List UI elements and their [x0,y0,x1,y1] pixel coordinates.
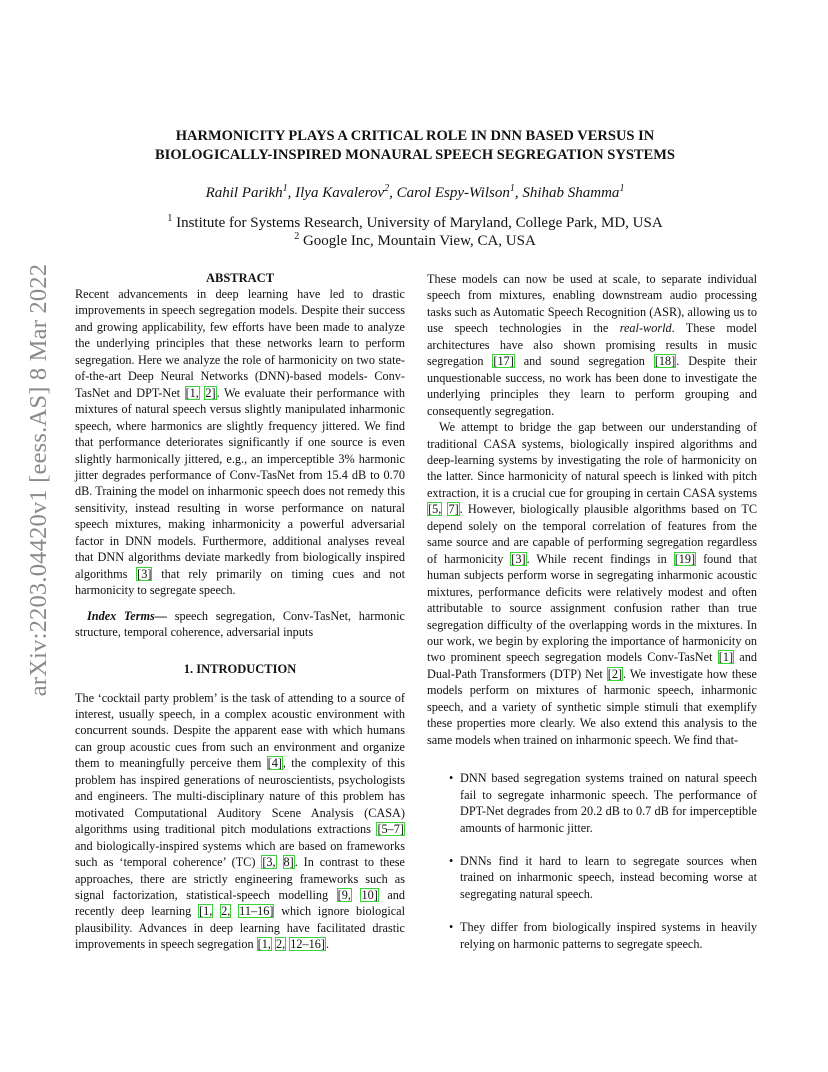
findings-list-item [427,853,757,902]
arxiv-identifier [18,263,60,697]
body-text: Recent advancements in deep learning have led to drastic improvements in speech segregation models. Despite their success and growing applicability, few efforts have been made to analyze the underlying principles that these networks learn to perform segregation. Here we analyze the role of harmonicity on two state-of-the-art Deep Neural Networks (DNN)-based models- Conv-TasNet and DPT-Net [75,287,405,400]
index-terms-text: speech segregation, Conv-TasNet, harmonic structure, temporal coherence, adversarial inputs [75,608,405,640]
body-text: . We evaluate their performance with mixtures of natural speech versus slightly manipulated inharmonic speech, where harmonics are slightly frequency jittered. We find that performance deteriorates significantly if one source is even slightly harmonically jittered, e.g., an imperceptible 3% harmonic jitter degrades performance of Conv-TasNet from 15.4 dB to 0.70 dB. Training the model on inharmonic speech does not remedy this sensitivity, instead resulting in worse performance on natural speech mixtures, making inharmonicity a powerful adversarial factor in DNN models. Furthermore, additional analyses reveal that DNN algorithms deviate markedly from biologically inspired algorithms [75,385,405,581]
body-text: and Dual-Path Transformers (DTP) Net [427,650,757,681]
affiliation-text: Institute for Systems Research, University of Maryland, College Park, MD, USA [176,215,663,231]
affiliation-line [100,214,730,232]
body-text: We attempt to bridge the gap between our understanding of traditional CASA systems, biologically inspired algorithms and deep-learning systems by investigating the role of harmonicity on the latter. Since harmonicity of natural speech is linked with pitch extraction, it is a crucial cue for grouping in certain CASA systems [427,420,757,500]
citation-link[interactable]: 2, [276,937,286,952]
citation-link[interactable]: [1, [185,385,199,400]
affiliation-text: Google Inc, Mountain View, CA, USA [302,233,536,249]
citation-link[interactable]: [2] [607,666,623,681]
citation-link[interactable]: [17] [493,354,514,369]
findings-text: DNN based segregation systems trained on natural speech fail to segregate inharmonic speech. The performance of DPT-Net degrades from 20.2 dB to 0.7 dB for imperceptible amounts of harmonic jitter. [460,771,757,835]
intro-paragraph [427,419,757,748]
citation-link[interactable]: 2] [205,385,216,400]
right-column [427,271,757,969]
body-text: and biologically-inspired systems which are based on frameworks such as ‘temporal coherence’ (TC) [75,838,405,870]
body-text: that rely primarily on timing cues and not harmonicity to segregate speech. [75,566,405,598]
bullet-marker: • [449,853,454,868]
author-name: Carol Espy-Wilson [396,185,510,201]
author-affiliation-mark: 1 [619,183,625,194]
introduction-heading: 1. INTRODUCTION [183,661,297,676]
body-text [277,855,283,869]
citation-link[interactable]: [18] [654,354,676,369]
author-affiliation-mark: 1 [509,183,515,194]
citation-link[interactable]: [1, [199,904,213,919]
body-text: . While recent findings in [526,551,674,566]
body-text: . These model architectures have also shown promising results in music segregation [427,321,757,369]
abstract-body [75,286,405,599]
body-text: and sound segregation [514,354,654,369]
citation-link[interactable]: 2, [221,904,231,919]
abstract-heading: ABSTRACT [205,271,275,285]
citation-link[interactable]: [3, [262,855,276,870]
body-text: These models can now be used at scale, to separate individual speech from mixtures, enabling downstream audio processing tasks such as Automatic Speech Recognition (ASR), allowing us to use speech technologies in the [427,272,757,336]
findings-list [427,770,757,952]
findings-list-item [427,770,757,836]
findings-text: They differ from biologically inspired systems in heavily relying on harmonic patterns to segregate speech. [460,920,757,951]
body-text: . In contrast to these approaches, there are strictly engineering frameworks such as signal factorization, statistical-speech modelling [75,855,405,902]
author-affiliation-mark: 1 [282,183,288,194]
introduction-body [75,690,405,953]
citation-link[interactable]: 10] [361,887,378,902]
author-affiliation-mark: 2 [384,183,390,194]
citation-link[interactable]: [3] [137,566,152,581]
paper-title [100,127,730,164]
citation-link[interactable]: [4] [267,756,282,771]
author-list: Rahil Parikh$^1$, Ilya Kavalerov$^2$, Carol Espy-Wilson$^1$, Shihab Shamma$^1$ [205,183,625,201]
citation-link[interactable]: 11–16] [239,904,274,919]
left-column [75,270,405,953]
intro-paragraph-continued [427,271,757,419]
affiliation-line [100,232,730,250]
body-text: . We investigate how these models perform on mixtures of harmonic speech, inharmonic speech, and a variety of synthetic simple stimuli that exemplify these properties more clearly. We also extend this analysis to the same models when trained on inharmonic speech. We find that- [427,666,757,747]
author-name: Ilya Kavalerov [295,185,385,201]
citation-link[interactable]: [1] [718,650,734,665]
title-line: BIOLOGICALLY-INSPIRED MONAURAL SPEECH SEGREGATION SYSTEMS [155,146,675,163]
citation-link[interactable]: 12–16] [290,937,325,952]
citation-link[interactable]: [9, [337,887,351,902]
body-text: , the complexity of this problem has inspired generations of neuroscientists, psychologists and engineers. The multi-disciplinary nature of this problem has motivated Computational Auditory Scene Analysis (CASA) algorithms using traditional pitch modulations extractions [75,756,405,837]
affiliation-number: 2 [294,231,300,242]
bullet-marker: • [449,920,454,935]
citation-link[interactable]: [1, [257,937,271,952]
findings-text: DNNs find it hard to learn to segregate sources when trained on inharmonic speech, instead becoming worse at segregating natural speech. [460,853,757,901]
author-name: Shihab Shamma [522,185,620,201]
citation-link[interactable]: 7] [448,502,459,517]
affiliations [100,214,730,250]
citation-link[interactable]: 8] [283,855,294,870]
title-line: HARMONICITY PLAYS A CRITICAL ROLE IN DNN BASED VERSUS IN [175,128,655,144]
body-text: which ignore biological plausibility. Advances in deep learning have facilitated drastic improvements in speech segregation [75,904,405,952]
body-text: . However, biologically plausible algorithms based on TC depend solely on the temporal correlation of features from the same source and are capable of performing segregation regardless of harmonicity [427,502,757,566]
citation-link[interactable]: [5–7] [377,822,404,837]
index-terms-label: Index Terms— [87,608,168,623]
citation-link[interactable]: [19] [674,551,696,566]
emphasized-text: real-world [619,321,672,336]
citation-link[interactable]: [5, [428,502,442,517]
citation-link[interactable]: [3] [511,551,526,566]
body-text: The ‘cocktail party problem’ is the task of attending to a source of interest, usually speech, in a complex acoustic environment with concurrent sounds. Despite the apparent ease with which humans can group acoustic cues from such an environment and organize them to meaningfully perceive them [75,690,405,771]
index-terms [75,608,405,641]
body-text: . [325,937,330,952]
body-text: and recently deep learning [75,887,406,919]
body-text: . Despite their unquestionable success, no work has been done to investigate the underlying principles they learn to perform grouping and consequently segregation. [427,354,758,418]
arxiv-identifier-text: arXiv:2203.04420v1 [eess.AS] 8 Mar 2022 [25,263,52,697]
author-name: Rahil Parikh [205,185,283,201]
bullet-marker: • [449,771,454,786]
body-text: found that human subjects perform worse in segregating inharmonic acoustic mixtures, performance deficits were relatively modest and often attributable to source assignment confusion rather than true segregation difficulty of the overlapping words in the mixtures. In our work, we begin by exploring the importance of harmonicity on two prominent speech segregation models Conv-TasNet [427,551,757,665]
affiliation-number: 1 [167,213,173,224]
findings-list-item [427,919,757,952]
